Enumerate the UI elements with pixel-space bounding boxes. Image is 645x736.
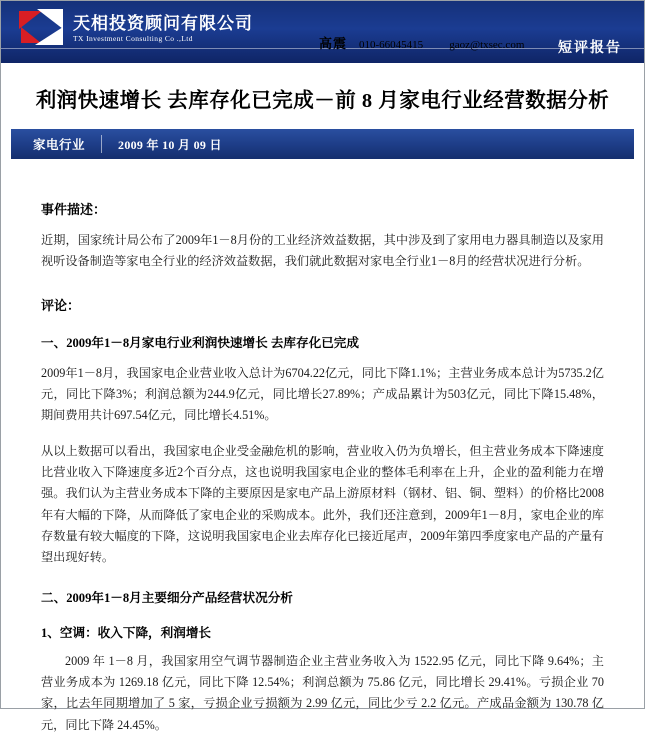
section-2-1-paragraph-1: 2009 年 1－8 月，我国家用空气调节器制造企业主营业务收入为 1522.95 亿元，同比下降 9.64%；主营业务成本为 1269.18 亿元，同比下降 12.54%；利润总额为 75.86 亿元，同比增长 29.41%。亏损企业 70 家，比去年同期增加了 5 家，亏损企业亏损额为 2.99 亿元，同比少亏 2.2 亿元。产成品金额为 130.78 亿元，同比下降 24.45%。	[41, 653, 604, 732]
author-phone: 010-66045415	[359, 39, 424, 51]
industry-label: 家电行业	[33, 138, 86, 152]
section-heading-2: 二、2009年1－8月主要细分产品经营状况分析	[41, 590, 293, 605]
section-heading-2-1: 1、空调：收入下降，利润增长	[41, 625, 212, 640]
event-description-heading: 事件描述：	[41, 202, 107, 217]
page-title: 利润快速增长 去库存化已完成－前 8 月家电行业经营数据分析	[35, 90, 610, 112]
company-name-block	[73, 15, 253, 44]
company-name-en: TX Investment Consulting Co .,Ltd	[73, 34, 193, 44]
report-date: 2009 年 10 月 09 日	[118, 137, 222, 152]
company-logo-icon	[19, 7, 65, 51]
company-name-cn: 天相投资顾问有限公司	[73, 13, 253, 33]
meta-divider	[101, 135, 102, 153]
meta-bar	[11, 129, 634, 159]
author-email[interactable]: gaoz@txsec.com	[449, 39, 525, 51]
document-header	[1, 1, 644, 63]
report-type-label: 短评报告	[558, 41, 622, 56]
event-description-text: 近期，国家统计局公布了2009年1－8月份的工业经济效益数据，其中涉及到了家用电力器具制造以及家用视听设备制造等家电全行业的经济效益数据，我们就此数据对家电全行业1－8月的经营状况进行分析。	[41, 233, 604, 269]
section-heading-1: 一、2009年1－8月家电行业利润快速增长 去库存化已完成	[41, 335, 359, 350]
comment-heading: 评论：	[41, 297, 81, 313]
section-1-paragraph-2: 从以上数据可以看出，我国家电企业受金融危机的影响，营业收入仍为负增长，但主营业务成本下降速度比营业收入下降速度多近2个百分点，这也说明我国家电企业的整体毛利率在上升，企业的盈利能力在增强。我们认为主营业务成本下降的主要原因是家电产品上游原材料（钢材、铝、铜、塑料）的价格比2008年有大幅的下降，从而降低了家电企业的采购成本。此外，我们还注意到，2009年1－8月，家电企业的库存数量有较大幅度的下降，这说明我国家电企业去库存化已接近尾声，2009年第四季度家电产品的产量有望出现好转。	[41, 443, 604, 565]
title-area	[1, 63, 644, 125]
author-contact-row	[319, 33, 524, 52]
section-1-paragraph-1: 2009年1－8月，我国家电企业营业收入总计为6704.22亿元，同比下降1.1%；主营业务成本总计为5735.2亿元，同比下降3%；利润总额为244.9亿元，同比增长27.89%；产成品累计为503亿元，同比下降15.48%，期间费用共计697.54亿元，同比增长4.51%。	[41, 365, 604, 423]
author-name: 高震	[319, 36, 348, 51]
document-body	[1, 159, 644, 736]
company-logo	[19, 7, 253, 51]
